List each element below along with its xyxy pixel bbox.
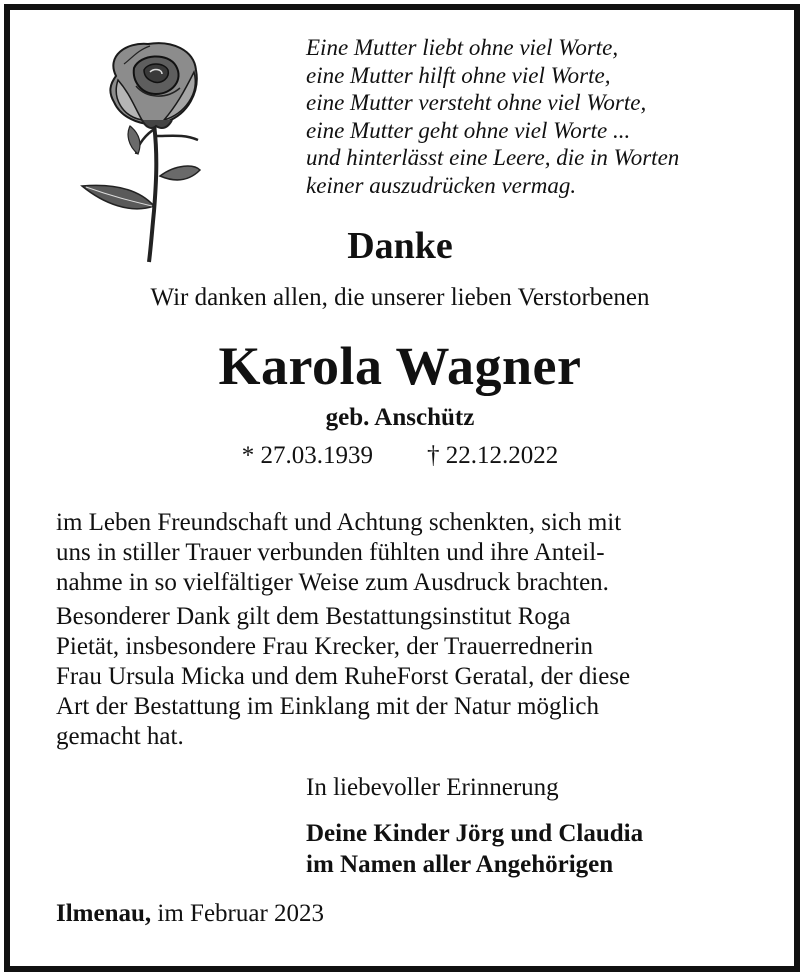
intro-text: Wir danken allen, die unserer lieben Verstorbenen — [150, 284, 650, 311]
paragraph-line: nahme in so vielfältiger Weise zum Ausdruck brachten. — [56, 569, 609, 596]
paragraph-line: gemacht hat. — [56, 723, 184, 750]
heading: Danke — [347, 225, 453, 267]
paragraph-line: im Leben Freundschaft und Achtung schenkten, sich mit — [56, 509, 622, 536]
signature-line: im Namen aller Angehörigen — [306, 851, 614, 878]
signature — [306, 818, 643, 880]
life-dates — [0, 442, 800, 470]
paragraph-line: Art der Bestattung im Einklang mit der Natur möglich — [56, 693, 599, 720]
signature-line: Deine Kinder Jörg und Claudia — [306, 820, 644, 847]
poem-line: eine Mutter versteht ohne viel Worte, — [306, 90, 647, 115]
poem-line: keiner auszudrücken vermag. — [306, 172, 577, 198]
thanks-paragraph — [56, 508, 756, 598]
paragraph-line: Frau Ursula Micka und dem RuheForst Geratal, der diese — [56, 663, 631, 690]
poem-line: Eine Mutter liebt ohne viel Worte, — [306, 35, 619, 60]
birth-date: * 27.03.1939 — [241, 442, 373, 469]
poem-line: eine Mutter geht ohne viel Worte ... — [306, 117, 631, 143]
date: im Februar 2023 — [157, 900, 325, 927]
death-date: † 22.12.2022 — [427, 442, 559, 469]
paragraph-line: uns in stiller Trauer verbunden fühlten und ihre Anteil- — [56, 539, 605, 566]
place-date — [56, 900, 324, 928]
poem-line: eine Mutter hilft ohne viel Worte, — [306, 62, 611, 88]
place: Ilmenau, — [56, 900, 152, 927]
special-thanks-paragraph — [56, 602, 756, 752]
poem-line: und hinterlässt eine Leere, die in Worten — [306, 145, 680, 170]
paragraph-line: Pietät, insbesondere Frau Krecker, der Trauerrednerin — [56, 633, 594, 660]
poem — [306, 34, 776, 199]
deceased-name: Karola Wagner — [218, 336, 582, 396]
paragraph-line: Besonderer Dank gilt dem Bestattungsinstitut Roga — [56, 603, 571, 630]
closing-phrase: In liebevoller Erinnerung — [306, 774, 559, 801]
born-name: geb. Anschütz — [325, 404, 475, 431]
